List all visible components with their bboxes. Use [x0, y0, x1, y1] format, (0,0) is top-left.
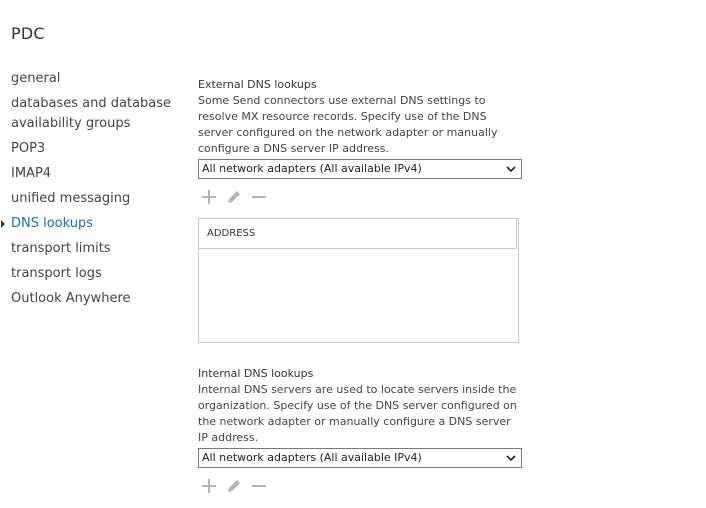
- page-title: PDC: [11, 24, 45, 43]
- nav-item-label: databases and database availability groups: [11, 96, 172, 131]
- internal-dns-section: [198, 366, 520, 464]
- internal-dns-title: Internal DNS lookups: [198, 367, 314, 380]
- external-dns-title: External DNS lookups: [198, 78, 317, 91]
- plus-icon[interactable]: [200, 188, 218, 206]
- nav-item-label: POP3: [11, 141, 46, 156]
- nav-item-label: DNS lookups: [11, 216, 94, 231]
- minus-icon[interactable]: [250, 477, 268, 495]
- nav-item-label: Outlook Anywhere: [11, 291, 131, 306]
- pencil-icon[interactable]: [225, 477, 243, 495]
- external-dns-adapter-value: All network adapters (All available IPv4): [202, 162, 422, 175]
- nav-item-transport-logs[interactable]: [11, 264, 186, 284]
- selected-caret-icon: [1, 220, 5, 228]
- nav-item-general[interactable]: [11, 69, 186, 89]
- nav-item-label: unified messaging: [11, 191, 131, 206]
- internal-dns-adapter-select[interactable]: [198, 448, 522, 468]
- external-dns-adapter-select[interactable]: [198, 159, 522, 179]
- nav-item-databases[interactable]: [11, 94, 186, 134]
- external-dns-toolbar: [198, 188, 278, 208]
- internal-dns-toolbar: [198, 477, 278, 497]
- external-dns-section: [198, 77, 520, 239]
- nav-item-label: general: [11, 71, 61, 86]
- chevron-down-icon: [505, 452, 517, 464]
- nav-item-unified-messaging[interactable]: [11, 189, 186, 209]
- internal-dns-description: Internal DNS servers are used to locate servers inside the organization. Specify use of the DNS server configured on the network adapter or manually configure a DNS server IP address.: [198, 383, 517, 444]
- nav-item-label: IMAP4: [11, 166, 52, 181]
- plus-icon[interactable]: [200, 477, 218, 495]
- settings-nav: [11, 69, 186, 314]
- nav-item-label: transport logs: [11, 266, 102, 281]
- address-column-header[interactable]: ADDRESS: [199, 219, 517, 249]
- external-dns-description: Some Send connectors use external DNS settings to resolve MX resource records. Specify use of the DNS server configured on the network adapter or manually configure a DNS server IP address.: [198, 94, 498, 155]
- minus-icon[interactable]: [250, 188, 268, 206]
- nav-item-label: transport limits: [11, 241, 111, 256]
- nav-item-pop3[interactable]: [11, 139, 186, 159]
- nav-item-dns-lookups[interactable]: [11, 214, 186, 234]
- external-dns-address-grid[interactable]: [198, 218, 519, 343]
- internal-dns-adapter-value: All network adapters (All available IPv4): [202, 451, 422, 464]
- pencil-icon[interactable]: [225, 188, 243, 206]
- nav-item-transport-limits[interactable]: [11, 239, 186, 259]
- nav-item-imap4[interactable]: [11, 164, 186, 184]
- chevron-down-icon: [505, 163, 517, 175]
- nav-item-outlook-anywhere[interactable]: [11, 289, 186, 309]
